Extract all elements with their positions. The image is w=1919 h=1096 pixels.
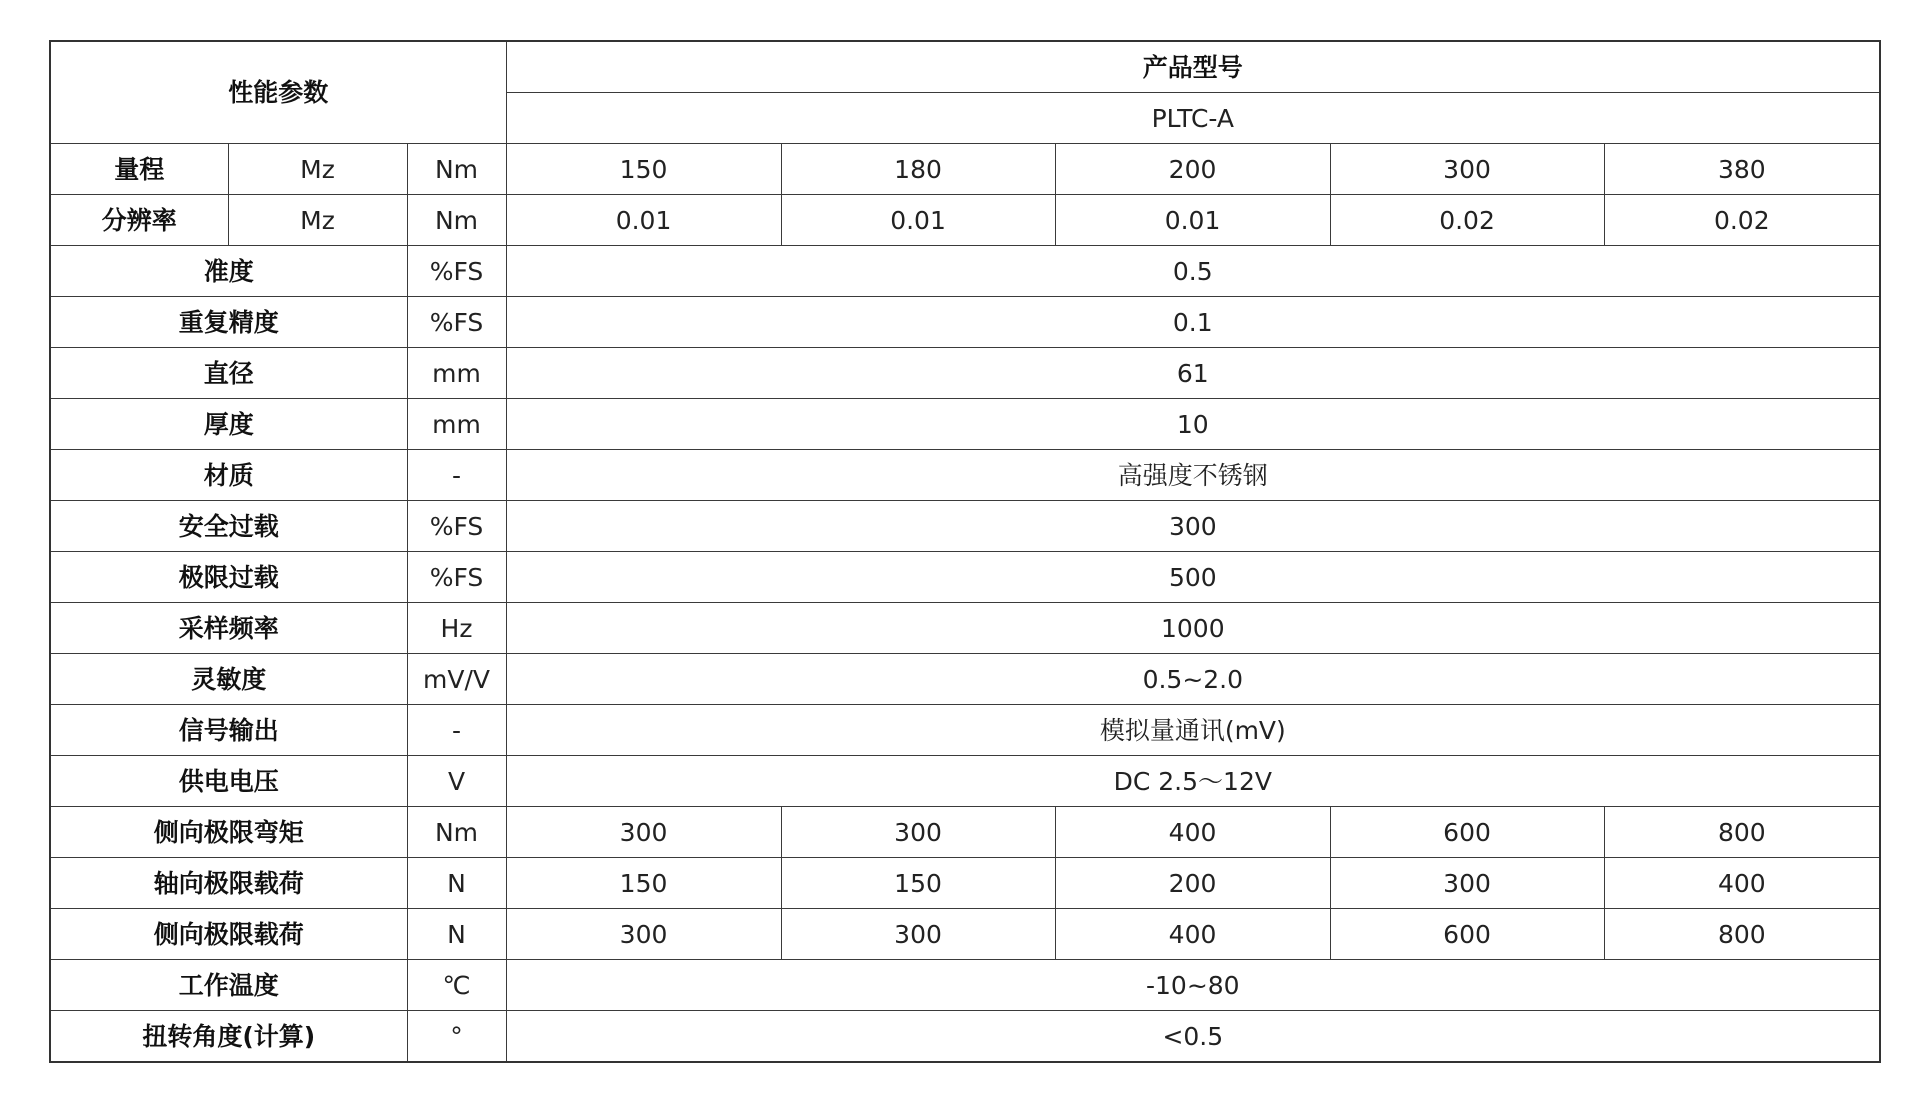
param-unit: ℃: [407, 960, 506, 1011]
param-value: 300: [506, 501, 1880, 552]
param-label: 工作温度: [50, 960, 407, 1011]
resolution-unit: Nm: [407, 195, 506, 246]
model-name: PLTC-A: [506, 93, 1880, 144]
product-header: 产品型号: [506, 41, 1880, 93]
range-sub: Mz: [228, 144, 407, 195]
param-label: 侧向极限载荷: [50, 909, 407, 960]
param-unit: V: [407, 756, 506, 807]
param-label: 信号输出: [50, 705, 407, 756]
resolution-value: 0.01: [1055, 195, 1330, 246]
param-label: 极限过载: [50, 552, 407, 603]
param-unit: %FS: [407, 246, 506, 297]
param-value: 0.1: [506, 297, 1880, 348]
table-row: [50, 450, 1880, 501]
param-unit: mm: [407, 348, 506, 399]
param-unit: Hz: [407, 603, 506, 654]
param-value: <0.5: [506, 1011, 1880, 1063]
range-unit: Nm: [407, 144, 506, 195]
param-value: 高强度不锈钢: [506, 450, 1880, 501]
param-value: 150: [781, 858, 1055, 909]
table-row: [50, 654, 1880, 705]
param-value: DC 2.5～12V: [506, 756, 1880, 807]
param-value: 300: [506, 807, 781, 858]
spec-table: [49, 40, 1881, 1063]
param-value: 600: [1330, 909, 1604, 960]
range-value: 300: [1330, 144, 1604, 195]
param-unit: N: [407, 858, 506, 909]
table-row: [50, 1011, 1880, 1063]
params-header: 性能参数: [50, 41, 506, 144]
param-unit: mm: [407, 399, 506, 450]
param-label: 供电电压: [50, 756, 407, 807]
param-value: 400: [1055, 909, 1330, 960]
param-label: 准度: [50, 246, 407, 297]
param-value: 0.5: [506, 246, 1880, 297]
param-value: 400: [1055, 807, 1330, 858]
range-value: 180: [781, 144, 1055, 195]
param-value: 400: [1604, 858, 1880, 909]
range-value: 380: [1604, 144, 1880, 195]
param-value: 0.5~2.0: [506, 654, 1880, 705]
param-value: 模拟量通讯(mV): [506, 705, 1880, 756]
range-label: 量程: [50, 144, 228, 195]
param-label: 灵敏度: [50, 654, 407, 705]
table-row: [50, 807, 1880, 858]
param-unit: -: [407, 705, 506, 756]
param-label: 扭转角度(计算): [50, 1011, 407, 1063]
param-unit: %FS: [407, 552, 506, 603]
table-row: [50, 246, 1880, 297]
resolution-label: 分辨率: [50, 195, 228, 246]
range-value: 150: [506, 144, 781, 195]
table-row: [50, 552, 1880, 603]
param-value: -10~80: [506, 960, 1880, 1011]
param-value: 300: [506, 909, 781, 960]
param-value: 500: [506, 552, 1880, 603]
table-row: [50, 960, 1880, 1011]
resolution-value: 0.01: [781, 195, 1055, 246]
param-value: 800: [1604, 807, 1880, 858]
param-unit: -: [407, 450, 506, 501]
header-row: [50, 41, 1880, 93]
param-value: 300: [781, 909, 1055, 960]
resolution-value: 0.02: [1330, 195, 1604, 246]
param-value: 300: [781, 807, 1055, 858]
resolution-sub: Mz: [228, 195, 407, 246]
param-value: 600: [1330, 807, 1604, 858]
param-value: 200: [1055, 858, 1330, 909]
table-row-range: [50, 144, 1880, 195]
param-value: 10: [506, 399, 1880, 450]
table-row: [50, 348, 1880, 399]
table-row: [50, 297, 1880, 348]
param-value: 1000: [506, 603, 1880, 654]
param-label: 安全过载: [50, 501, 407, 552]
param-label: 侧向极限弯矩: [50, 807, 407, 858]
resolution-value: 0.02: [1604, 195, 1880, 246]
param-unit: %FS: [407, 501, 506, 552]
table-row: [50, 909, 1880, 960]
table-row: [50, 858, 1880, 909]
param-unit: °: [407, 1011, 506, 1063]
param-value: 300: [1330, 858, 1604, 909]
param-label: 材质: [50, 450, 407, 501]
table-row: [50, 705, 1880, 756]
param-value: 800: [1604, 909, 1880, 960]
param-label: 重复精度: [50, 297, 407, 348]
param-label: 轴向极限载荷: [50, 858, 407, 909]
table-row: [50, 399, 1880, 450]
param-label: 直径: [50, 348, 407, 399]
param-unit: %FS: [407, 297, 506, 348]
param-unit: N: [407, 909, 506, 960]
range-value: 200: [1055, 144, 1330, 195]
table-row: [50, 756, 1880, 807]
table-row: [50, 501, 1880, 552]
param-value: 150: [506, 858, 781, 909]
param-label: 采样频率: [50, 603, 407, 654]
param-value: 61: [506, 348, 1880, 399]
resolution-value: 0.01: [506, 195, 781, 246]
param-label: 厚度: [50, 399, 407, 450]
param-unit: mV/V: [407, 654, 506, 705]
table-row-resolution: [50, 195, 1880, 246]
table-row: [50, 603, 1880, 654]
param-unit: Nm: [407, 807, 506, 858]
